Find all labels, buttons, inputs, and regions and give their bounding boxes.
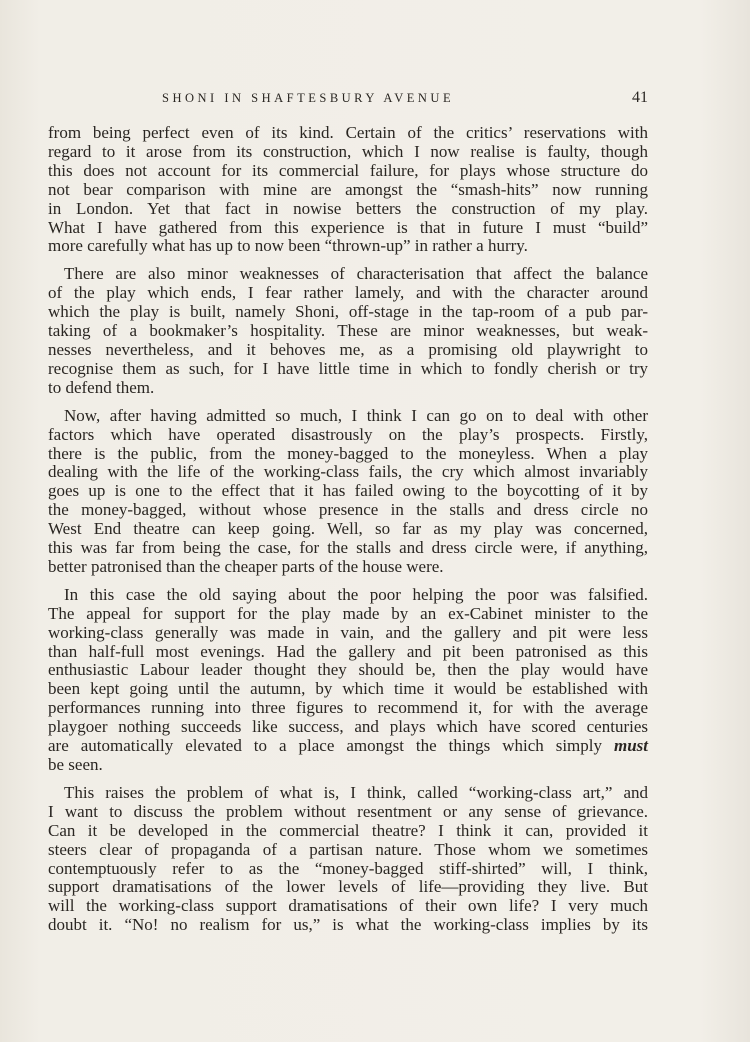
text-line: more carefully what has up to now been “thrown-up” in rather a hurry.: [48, 236, 528, 256]
text-line: to defend them.: [48, 377, 155, 397]
paragraph: [48, 586, 648, 775]
page-number: 41: [632, 89, 648, 106]
text-line: not bear comparison with mine are amongst the “smash-hits” now running: [48, 179, 648, 199]
paragraph: [48, 784, 648, 935]
paragraph: [48, 124, 648, 256]
text-line: support dramatisations of the lower levels of life—providing they live. But: [48, 877, 648, 897]
page-body: [48, 124, 648, 944]
text-line: playgoer nothing succeeds like success, and plays which have scored centuries: [48, 717, 648, 737]
text-line: factors which have operated disastrously on the play’s prospects. Firstly,: [48, 424, 648, 444]
text-line: the money-bagged, without whose presence in the stalls and dress circle no: [48, 500, 648, 520]
text-line: nesses nevertheless, and it behoves me, as a promising old playwright to: [48, 339, 648, 359]
text-line: there is the public, from the money-bagged to the moneyless. When a play: [48, 443, 648, 463]
text-line: will the working-class support dramatisations of their own life? I very much: [48, 896, 648, 916]
text-line: working-class generally was made in vain, and the gallery and pit were less: [48, 622, 648, 642]
text-line: In this case the old saying about the poor helping the poor was falsified.: [64, 584, 648, 604]
text-line: Can it be developed in the commercial theatre? I think it can, provided it: [48, 820, 648, 840]
text-line: this was far from being the case, for the stalls and dress circle were, if anything,: [48, 538, 648, 558]
text-line: recognise them as such, for I have little time in which to fondly cherish or try: [48, 358, 648, 378]
text-line: steers clear of propaganda of a partisan nature. Those whom we sometimes: [48, 839, 648, 859]
text-line: which the play is built, namely Shoni, off-stage in the tap-room of a pub par-: [48, 302, 648, 322]
text-line: taking of a bookmaker’s hospitality. These are minor weaknesses, but weak-: [48, 321, 648, 341]
text-line: than half-full most evenings. Had the gallery and pit been patronised as this: [48, 641, 648, 661]
text-line: Now, after having admitted so much, I think I can go on to deal with other: [64, 405, 648, 425]
page-header: [48, 91, 648, 111]
emphasized-word: must: [613, 736, 649, 756]
text-line: The appeal for support for the play made by an ex-Cabinet minister to the: [48, 603, 648, 623]
text-line: enthusiastic Labour leader thought they should be, then the play would have: [48, 660, 648, 680]
text-line: goes up is one to the effect that it has failed owing to the boycotting of it by: [48, 481, 648, 501]
text-line: This raises the problem of what is, I think, called “working-class art,” and: [64, 782, 648, 802]
text-line: in London. Yet that fact in nowise betters the construction of my play.: [48, 198, 648, 218]
paragraph: [48, 407, 648, 577]
text-line: doubt it. “No! no realism for us,” is what the working-class implies by its: [48, 915, 648, 935]
text-line: better patronised than the cheaper parts of the house were.: [48, 556, 444, 576]
text-line: from being perfect even of its kind. Certain of the critics’ reservations with: [48, 123, 648, 142]
running-title: SHONI IN SHAFTESBURY AVENUE: [162, 91, 455, 105]
text-line: been kept going until the autumn, by which time it would be established with: [48, 679, 648, 699]
text-line: performances running into three figures to recommend it, for with the average: [48, 698, 648, 718]
paragraph: [48, 265, 648, 397]
text-line: this does not account for its commercial failure, for plays whose structure do: [48, 160, 648, 180]
text-line: What I have gathered from this experience is that in future I must “build”: [48, 217, 648, 237]
text-line: be seen.: [48, 755, 103, 774]
text-line-segment: are automatically elevated to a place amongst the things which simply: [48, 736, 602, 756]
text-line: There are also minor weaknesses of characterisation that affect the balance: [64, 264, 648, 284]
text-line: of the play which ends, I fear rather lamely, and with the character around: [48, 283, 648, 303]
text-line: dealing with the life of the working-class fails, the cry which almost invariably: [48, 462, 648, 482]
text-line: I want to discuss the problem without resentment or any sense of grievance.: [48, 801, 648, 821]
text-line: [48, 737, 648, 756]
text-line: regard to it arose from its construction, which I now realise is faulty, though: [48, 141, 648, 161]
text-line: West End theatre can keep going. Well, so far as my play was concerned,: [48, 519, 648, 539]
text-line: contemptuously refer to as the “money-bagged stiff-shirted” will, I think,: [48, 858, 648, 878]
